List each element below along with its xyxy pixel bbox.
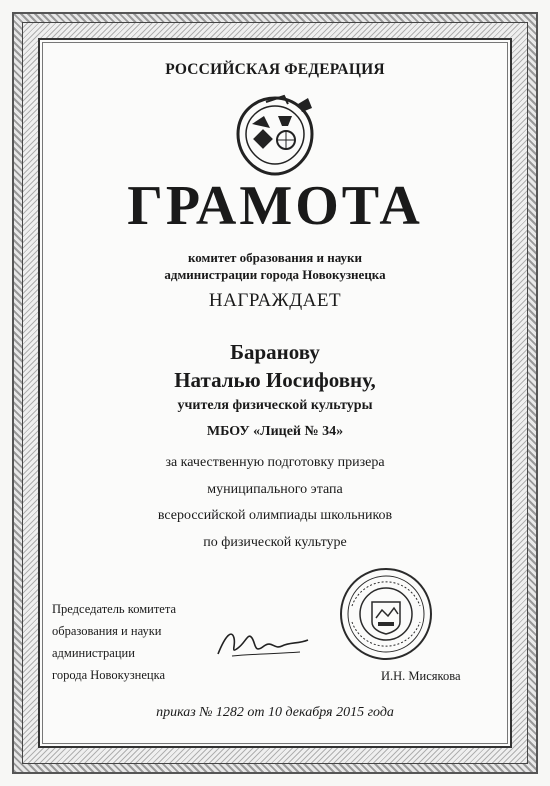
reason-line-1: за качественную подготовку призера	[165, 455, 385, 470]
chairman-line-3: администрации	[52, 646, 135, 660]
chairman-line-4: города Новокузнецка	[52, 668, 166, 682]
recipient-given-names: Наталью Иосифовну,	[174, 368, 376, 392]
official-seal-icon	[338, 566, 434, 662]
chairman-line-2: образования и науки	[52, 624, 162, 638]
issuer-block	[0, 249, 550, 283]
reason-line-3: всероссийской олимпиады школьников	[157, 508, 393, 523]
reason-line-2: муниципального этапа	[207, 481, 343, 497]
country-heading: РОССИЙСКАЯ ФЕДЕРАЦИЯ	[165, 61, 385, 78]
handwritten-signature	[212, 624, 312, 664]
order-reference: приказ № 1282 от 10 декабря 2015 года	[156, 705, 394, 720]
recipient-position: учителя физической культуры	[177, 398, 373, 413]
reason-line-4: по физической культуре	[203, 534, 347, 550]
recipient-surname: Баранову	[230, 340, 320, 364]
olympiad-emblem-icon	[228, 94, 322, 180]
signer-name: И.Н. Мисякова	[381, 669, 461, 683]
awards-heading: НАГРАЖДАЕТ	[208, 290, 342, 311]
certificate-title: ГРАМОТА	[127, 175, 423, 237]
recipient-school: МБОУ «Лицей № 34»	[206, 424, 344, 439]
chairman-title-block	[52, 598, 176, 686]
chairman-line-1: Председатель комитета	[52, 602, 176, 616]
award-reason	[0, 450, 550, 556]
issuer-line-1: комитет образования и науки	[187, 250, 363, 265]
issuer-line-2: администрации города Новокузнецка	[164, 267, 386, 282]
